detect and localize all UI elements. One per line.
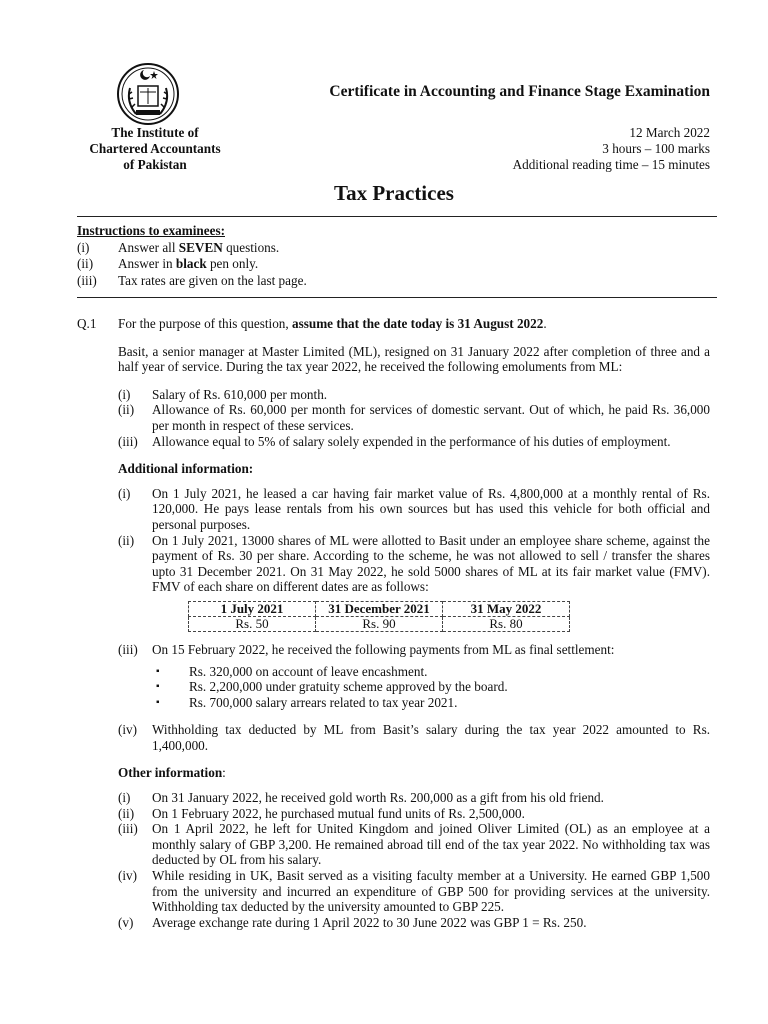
question-number: Q.1	[77, 316, 97, 331]
bullet-icon: ▪	[156, 665, 160, 677]
item-text: On 1 February 2022, he purchased mutual fund units of Rs. 2,500,000.	[152, 805, 525, 821]
heading-text: Other information	[118, 765, 223, 781]
table-header-cell: 31 May 2022	[443, 601, 570, 616]
list-item	[118, 387, 710, 403]
table-row	[189, 616, 570, 631]
bullet-item	[156, 679, 710, 695]
bullet-text: Rs. 700,000 salary arrears related to tax year 2021.	[189, 694, 458, 710]
additional-list	[118, 486, 710, 595]
item-text: Allowance equal to 5% of salary solely expended in the performance of his duties of employment.	[152, 433, 671, 449]
item-text: Allowance of Rs. 60,000 per month for services of domestic servant. Out of which, he paid Rs. 36,000 per month in respect of these services.	[152, 402, 710, 433]
item-number: (i)	[118, 790, 131, 806]
item-text: Answer in	[118, 256, 176, 271]
paragraph: Basit, a senior manager at Master Limited (ML), resigned on 31 January 2022 after completion of three and a half year of service. During the tax year 2022, he received the following emoluments from ML:	[118, 343, 710, 375]
exam-meta	[400, 125, 710, 173]
item-bold: SEVEN	[178, 239, 223, 255]
item-text: On 15 February 2022, he received the following payments from ML as final settlement:	[152, 641, 615, 657]
fmv-table	[188, 601, 570, 632]
divider	[77, 297, 717, 298]
item-text: On 31 January 2022, he received gold worth Rs. 200,000 as a gift from his old friend.	[152, 790, 604, 806]
list-item	[118, 402, 710, 433]
item-text: Withholding tax deducted by ML from Basit’s salary during the tax year 2022 amounted to Rs. 1,400,000.	[152, 722, 710, 753]
item-number: (ii)	[118, 532, 135, 548]
item-text: Salary of Rs. 610,000 per month.	[152, 386, 328, 402]
intro-text: For the purpose of this question,	[118, 316, 292, 331]
item-text: On 1 April 2022, he left for United Kingdom and joined Oliver Limited (OL) as an employee at a monthly salary of GBP 3,200. He remained abroad till end of the tax year 2022. No withholding tax was deducted by OL from his salary.	[152, 821, 710, 868]
table-cell: Rs. 50	[189, 616, 316, 631]
bullet-item	[156, 664, 710, 680]
heading-colon: :	[222, 765, 226, 781]
instruction-item	[77, 240, 717, 257]
item-text: pen only.	[206, 256, 259, 271]
instructions	[77, 223, 717, 289]
exam-date: 12 March 2022	[629, 125, 710, 140]
table-header-cell: 1 July 2021	[189, 601, 316, 616]
list-item	[118, 434, 710, 450]
item-number: (iv)	[118, 868, 138, 884]
list-item	[118, 806, 710, 822]
item-text: questions.	[222, 239, 280, 255]
question-body	[118, 316, 710, 942]
bullet-icon: ▪	[156, 696, 160, 708]
section-heading: Additional information:	[118, 461, 254, 477]
institute-name	[60, 125, 250, 173]
list-item	[118, 790, 710, 806]
intro-bold: assume that the date today is 31 August 2022	[292, 316, 544, 331]
institute-line: The Institute of	[111, 125, 199, 140]
list-item	[118, 722, 710, 753]
item-number: (iii)	[118, 641, 138, 657]
settlement-bullets	[152, 664, 710, 711]
institute-line: of Pakistan	[123, 157, 187, 172]
institute-line: Chartered Accountants	[89, 141, 221, 156]
reading-time: Additional reading time – 15 minutes	[512, 157, 710, 172]
table-header-cell: 31 December 2021	[316, 601, 443, 616]
instructions-heading: Instructions to examinees:	[77, 223, 225, 238]
item-text: On 1 July 2021, he leased a car having fair market value of Rs. 4,800,000 at a monthly rental of Rs. 120,000. He pays lease rentals from his own sources but has used this vehicle for both official and personal purposes.	[152, 485, 710, 532]
emoluments-list	[118, 387, 710, 449]
item-number: (i)	[118, 386, 131, 402]
item-text: Answer all	[118, 239, 179, 255]
item-text: On 1 July 2021, 13000 shares of ML were allotted to Basit under an employee share scheme, against the payment of Rs. 30 per share. According to the scheme, he was not allowed to sell / transfer the shares upto 31 December 2021. On 31 May 2022, he sold 5000 shares of ML at its fair market value (FMV). FMV of each share on different dates are as follows:	[152, 532, 710, 595]
list-item	[118, 533, 710, 595]
exam-title: Certificate in Accounting and Finance Stage Examination	[329, 83, 710, 100]
item-text: Average exchange rate during 1 April 2022 to 30 June 2022 was GBP 1 = Rs. 250.	[152, 914, 587, 930]
bullet-icon: ▪	[156, 681, 160, 693]
instruction-item	[77, 256, 717, 273]
table-header-row	[189, 601, 570, 616]
item-number: (iii)	[118, 433, 138, 449]
other-list	[118, 790, 710, 930]
list-item	[118, 868, 710, 915]
paper-title: Tax Practices	[334, 181, 454, 205]
divider	[77, 216, 717, 217]
item-number: (ii)	[118, 402, 135, 418]
item-text: While residing in UK, Basit served as a visiting faculty member at a University. He earned GBP 1,500 from the university and incurred an expenditure of GBP 500 for providing services at the university. Withholding tax deducted by the university amounted to GBP 225.	[152, 868, 710, 915]
item-number: (v)	[118, 914, 134, 930]
bullet-item	[156, 695, 710, 711]
item-number: (iv)	[118, 722, 138, 738]
table-cell: Rs. 90	[316, 616, 443, 631]
item-number: (ii)	[77, 256, 94, 271]
intro-text: .	[543, 316, 547, 331]
list-item	[118, 486, 710, 533]
item-number: (i)	[118, 485, 131, 501]
item-bold: black	[175, 256, 207, 271]
table-cell: Rs. 80	[443, 616, 570, 631]
item-number: (ii)	[118, 805, 135, 821]
list-item	[118, 915, 710, 931]
section-heading	[118, 765, 710, 781]
list-item	[118, 821, 710, 868]
item-number: (i)	[77, 239, 90, 255]
item-number: (iii)	[118, 821, 138, 837]
item-text: Tax rates are given on the last page.	[118, 272, 307, 288]
item-number: (iii)	[77, 272, 97, 288]
bullet-text: Rs. 2,200,000 under gratuity scheme approved by the board.	[189, 679, 508, 695]
instruction-item	[77, 273, 717, 290]
exam-duration: 3 hours – 100 marks	[602, 141, 710, 156]
question-intro	[118, 316, 710, 332]
list-item	[118, 642, 710, 658]
bullet-text: Rs. 320,000 on account of leave encashment.	[189, 663, 428, 679]
